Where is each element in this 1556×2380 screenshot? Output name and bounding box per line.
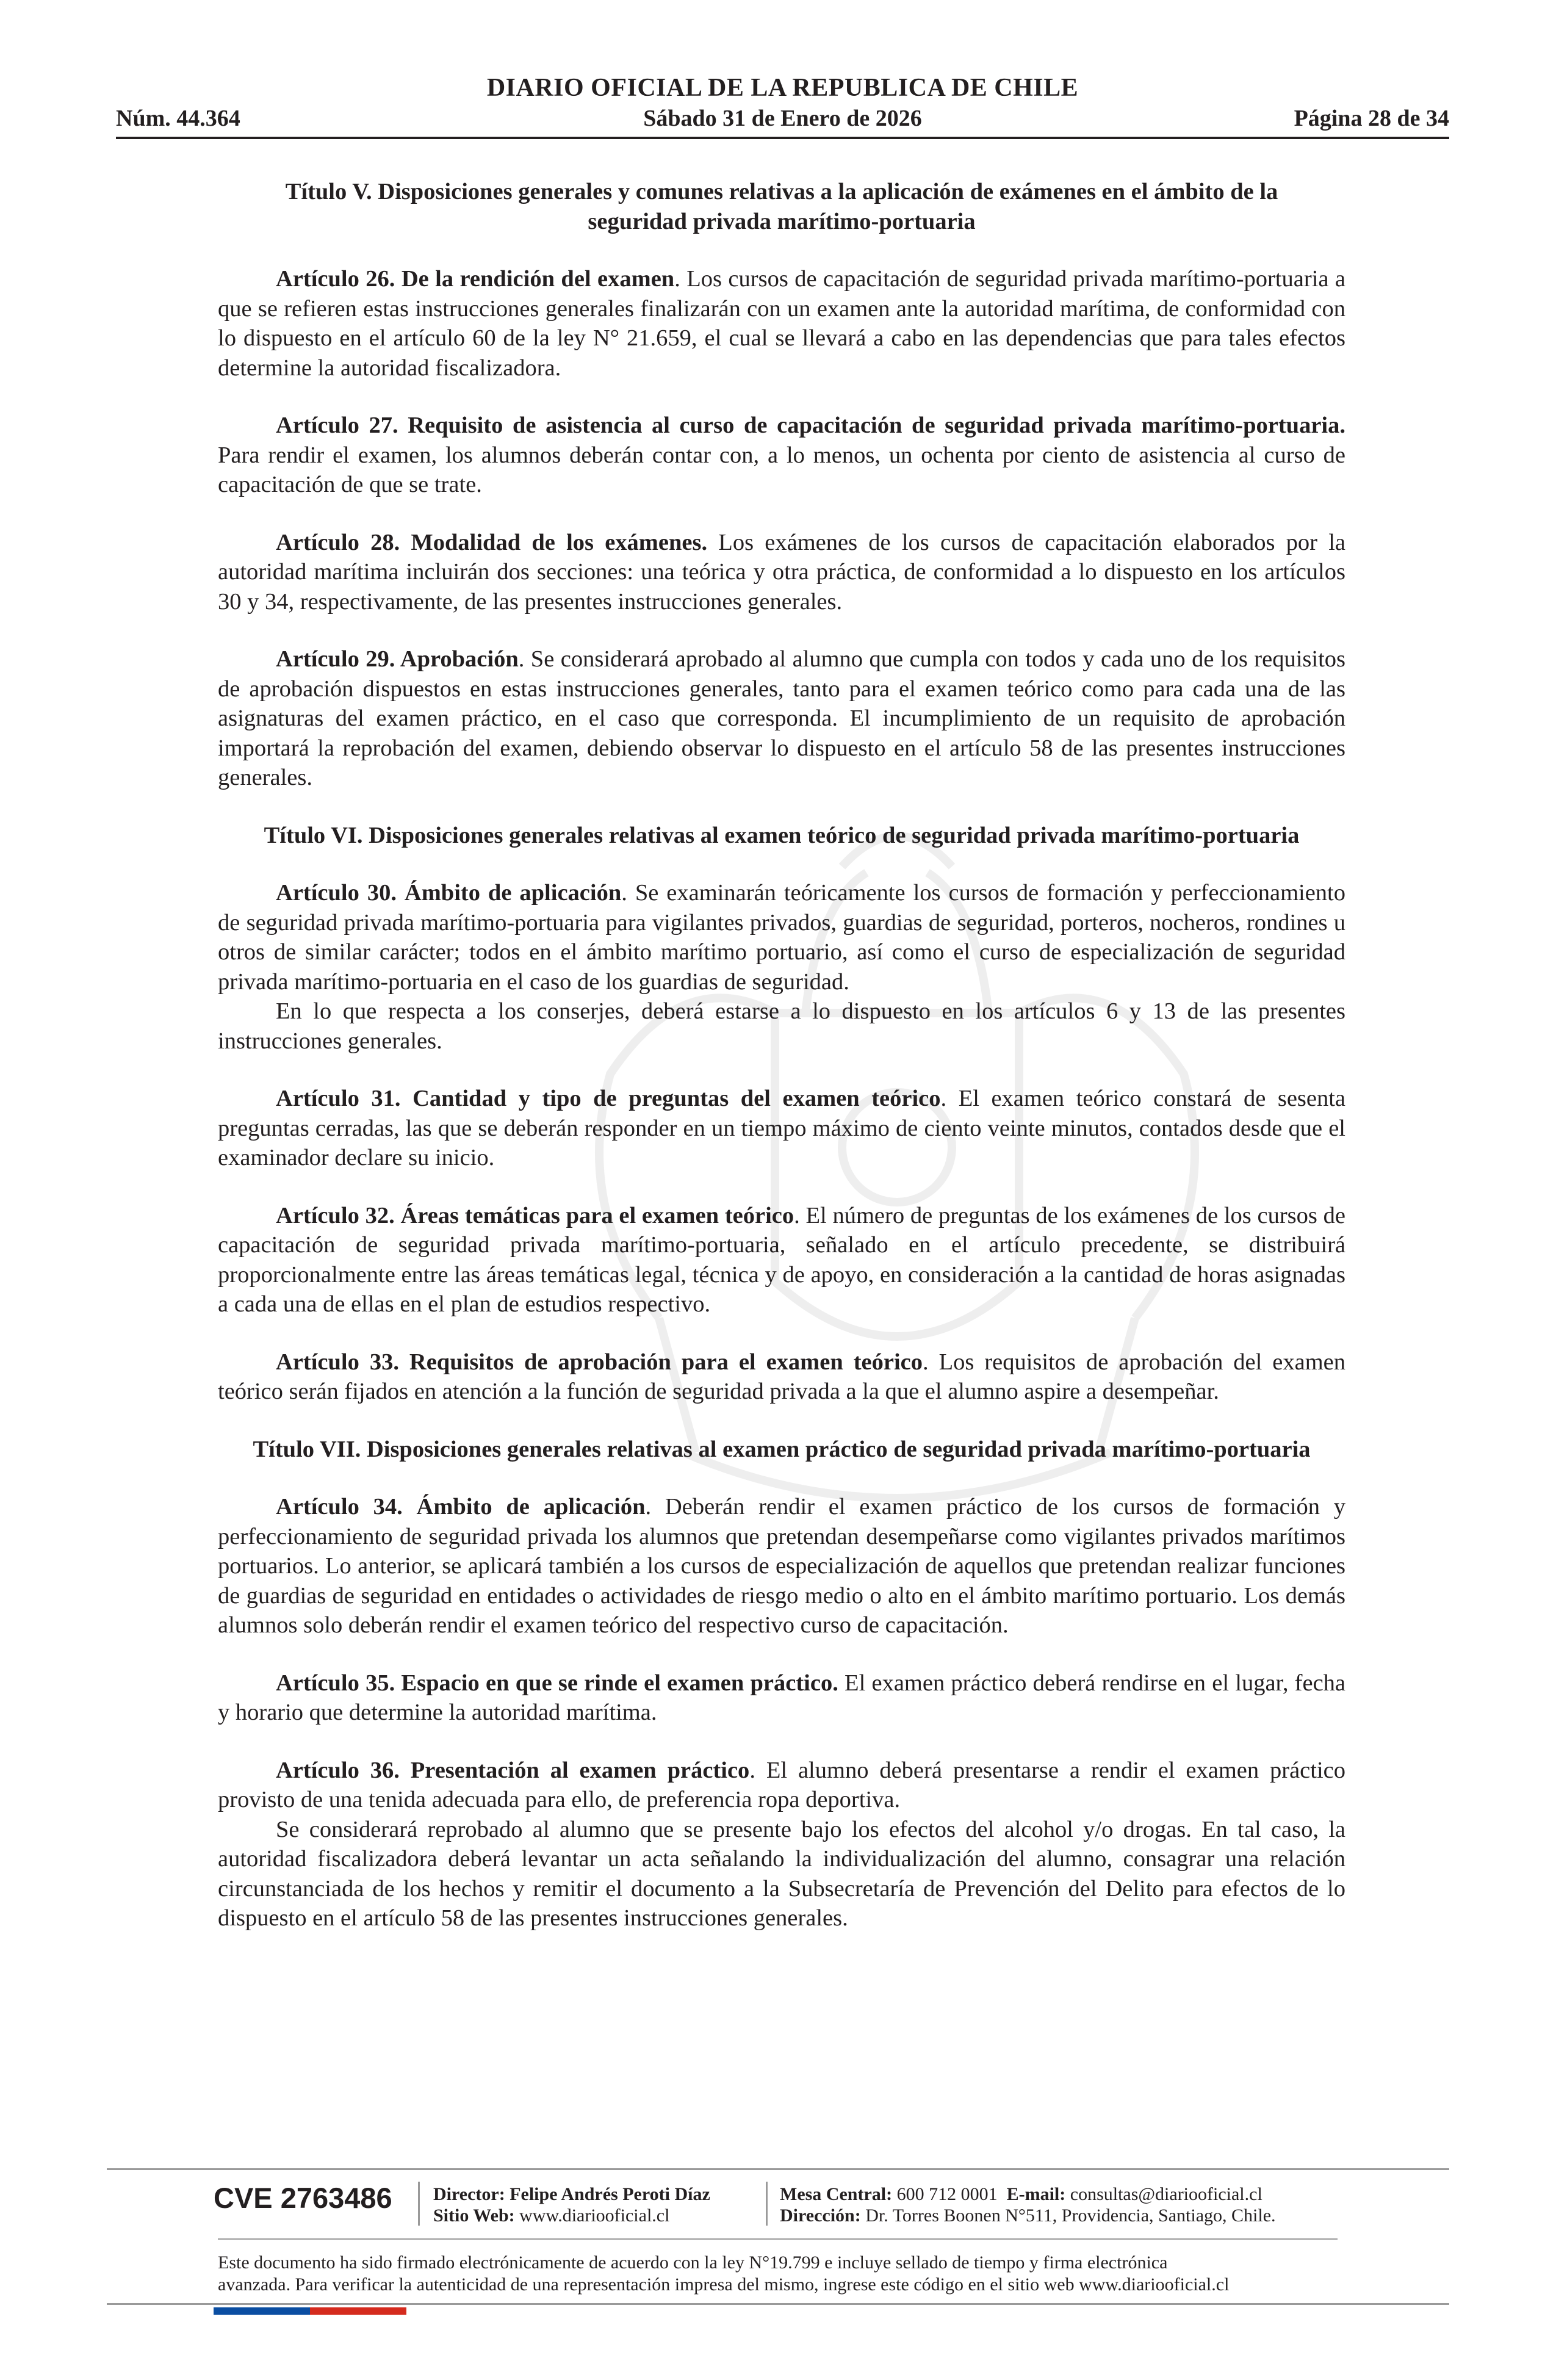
article-30-paragraph-2: En lo que respecta a los conserjes, deberá estarse a lo dispuesto en los artículos 6 y 13 de las presentes instrucciones generales. xyxy=(218,998,1345,1054)
footer-divider-top xyxy=(107,2168,1449,2170)
title-vii: Título VII. Disposiciones generales relativas al examen práctico de seguridad privada marítimo-portuaria xyxy=(253,1436,1311,1462)
article-32-text: . El número de preguntas de los exámenes de los cursos de capacitación de seguridad privada marítimo-portuaria, señalado en el artículo precedente, se distribuirá proporcionalmente entre las áreas temáticas legal, técnica y de apoyo, en consideración a la cantidad de horas asignadas a cada una de ellas en el plan de estudios respectivo. xyxy=(218,1202,1345,1317)
email-link[interactable]: consultas@diariooficial.cl xyxy=(1070,2184,1262,2204)
article-26-text: . Los cursos de capacitación de seguridad privada marítimo-portuaria a que se refieren estas instrucciones generales finalizarán con un examen ante la autoridad marítima, de conformidad con lo dispuesto en el artículo 60 de la ley N° 21.659, el cual se llevará a cabo en las dependencias que para tales efectos determine la autoridad fiscalizadora. xyxy=(218,266,1345,381)
footer-divider-bottom xyxy=(107,2303,1449,2305)
footer-separator xyxy=(418,2182,420,2226)
page-number: Página 28 de 34 xyxy=(1294,106,1449,131)
article-34-text: . Deberán rendir el examen práctico de los cursos de formación y perfeccionamiento de seguridad privada los alumnos que pretendan desempeñarse como vigilantes privados marítimos portuarios. Lo anterior, se aplicará también a los cursos de especialización de aquellos que pretendan realizar funciones de guardias de seguridad en entidades o actividades de riesgo medio o alto en el ámbito marítimo portuario. Los demás alumnos solo deberán rendir el examen teórico del respectivo curso de capacitación. xyxy=(218,1494,1345,1638)
email-label: E-mail: xyxy=(1006,2184,1066,2204)
flag-red-segment xyxy=(310,2307,406,2315)
article-33 xyxy=(218,1347,1345,1407)
article-30 xyxy=(218,878,1345,1056)
article-33-text: . Los requisitos de aprobación del examen teórico serán fijados en atención a la función de seguridad privada a la que el alumno aspire a desempeñar. xyxy=(218,1349,1345,1404)
address-text: Dr. Torres Boonen N°511, Providencia, Santiago, Chile. xyxy=(865,2205,1276,2226)
article-27-text: Para rendir el examen, los alumnos deberán contar con, a lo menos, un ochenta por ciento de asistencia al curso de capacitación de que se trate. xyxy=(218,442,1345,497)
title-vi: Título VI. Disposiciones generales relativas al examen teórico de seguridad privada marítimo-portuaria xyxy=(264,822,1300,848)
article-30-text: . Se examinarán teóricamente los cursos de formación y perfeccionamiento de seguridad privada marítimo-portuaria para vigilantes privados, guardias de seguridad, porteros, nocheros, rondines u otros de similar carácter; todos en el ámbito marítimo portuario, así como el curso de especialización de seguridad privada marítimo-portuaria en el caso de los guardias de seguridad. xyxy=(218,880,1345,995)
footer-separator xyxy=(766,2182,768,2226)
article-28-heading: Artículo 28. Modalidad de los exámenes. xyxy=(276,529,708,555)
footer-divider-middle xyxy=(218,2238,1338,2240)
title-v: Título V. Disposiciones generales y comunes relativas a la aplicación de exámenes en el ámbito de la seguridad privada marítimo-portuaria xyxy=(285,179,1278,234)
issue-date: Sábado 31 de Enero de 2026 xyxy=(643,106,922,131)
publication-title: DIARIO OFICIAL DE LA REPUBLICA DE CHILE xyxy=(486,74,1079,102)
website-link[interactable]: www.diariooficial.cl xyxy=(519,2205,670,2226)
header-divider xyxy=(116,137,1449,139)
article-30-heading: Artículo 30. Ámbito de aplicación xyxy=(276,880,622,906)
article-36 xyxy=(218,1756,1345,1933)
article-28 xyxy=(218,528,1345,617)
article-31 xyxy=(218,1084,1345,1173)
article-36-text: . El alumno deberá presentarse a rendir el examen práctico provisto de una tenida adecuada para ello, de preferencia ropa deportiva. xyxy=(218,1757,1345,1812)
legal-notice-line-2: avanzada. Para verificar la autenticidad de una representación impresa del mismo, ingrese este código en el sitio web www.diariooficial.cl xyxy=(218,2274,1230,2295)
flag-color-bar xyxy=(214,2307,406,2315)
director-name: Felipe Andrés Peroti Díaz xyxy=(510,2184,710,2204)
article-29-heading: Artículo 29. Aprobación xyxy=(276,646,519,672)
article-32-heading: Artículo 32. Áreas temáticas para el examen teórico xyxy=(276,1202,794,1228)
article-27-heading: Artículo 27. Requisito de asistencia al curso de capacitación de seguridad privada marítimo-portuaria. xyxy=(276,413,1345,438)
article-36-heading: Artículo 36. Presentación al examen práctico xyxy=(276,1757,750,1783)
article-34 xyxy=(218,1492,1345,1640)
article-33-heading: Artículo 33. Requisitos de aprobación para el examen teórico xyxy=(276,1349,923,1375)
phone-label: Mesa Central: xyxy=(780,2184,893,2204)
article-27 xyxy=(218,411,1345,500)
issue-number: Núm. 44.364 xyxy=(116,106,240,131)
footer-contact-block xyxy=(780,2183,1276,2226)
article-28-text: Los exámenes de los cursos de capacitación elaborados por la autoridad marítima incluirán dos secciones: una teórica y otra práctica, de conformidad a lo dispuesto en los artículos 30 y 34, respectivamente, de las presentes instrucciones generales. xyxy=(218,529,1346,615)
article-26-heading: Artículo 26. De la rendición del examen xyxy=(276,266,675,292)
article-26 xyxy=(218,264,1345,383)
director-label: Director: xyxy=(433,2184,505,2204)
article-31-heading: Artículo 31. Cantidad y tipo de preguntas del examen teórico xyxy=(276,1086,941,1111)
cve-code: CVE 2763486 xyxy=(214,2182,392,2214)
website-label: Sitio Web: xyxy=(433,2205,515,2226)
flag-blue-segment xyxy=(214,2307,310,2315)
document-body xyxy=(218,177,1345,1961)
article-35-text: El examen práctico deberá rendirse en el lugar, fecha y horario que determine la autoridad marítima. xyxy=(218,1670,1345,1725)
article-36-paragraph-2: Se considerará reprobado al alumno que se presente bajo los efectos del alcohol y/o drogas. En tal caso, la autoridad fiscalizadora deberá levantar un acta señalando la individualización del alumno, consagrar una relación circunstanciada de los hechos y remitir el documento a la Subsecretaría de Prevención del Delito para efectos de lo dispuesto en el artículo 58 de las presentes instrucciones generales. xyxy=(218,1816,1345,1931)
article-34-heading: Artículo 34. Ámbito de aplicación xyxy=(276,1494,646,1520)
article-35 xyxy=(218,1668,1345,1728)
electronic-signature-notice xyxy=(218,2252,1345,2296)
page-header xyxy=(116,73,1449,140)
article-31-text: . El examen teórico constará de sesenta preguntas cerradas, las que se deberán responder en un tiempo máximo de ciento veinte minutos, contados desde que el examinador declare su inicio. xyxy=(218,1086,1346,1170)
article-32 xyxy=(218,1201,1345,1319)
legal-notice-line-1: Este documento ha sido firmado electrónicamente de acuerdo con la ley N°19.799 e incluye sellado de tiempo y firma electrónica xyxy=(218,2252,1168,2273)
address-label: Dirección: xyxy=(780,2205,861,2226)
article-35-heading: Artículo 35. Espacio en que se rinde el examen práctico. xyxy=(276,1670,838,1696)
phone-number: 600 712 0001 xyxy=(896,2184,998,2204)
article-29-text: . Se considerará aprobado al alumno que cumpla con todos y cada uno de los requisitos de aprobación dispuestos en estas instrucciones generales, tanto para el examen teórico como para cada una de las asignaturas del examen práctico, en el caso que corresponda. El incumplimiento de un requisito de aprobación importará la reprobación del examen, debiendo observar lo dispuesto en el artículo 58 de las presentes instrucciones generales. xyxy=(218,646,1345,790)
footer-director-block xyxy=(433,2183,710,2226)
article-29 xyxy=(218,644,1345,793)
